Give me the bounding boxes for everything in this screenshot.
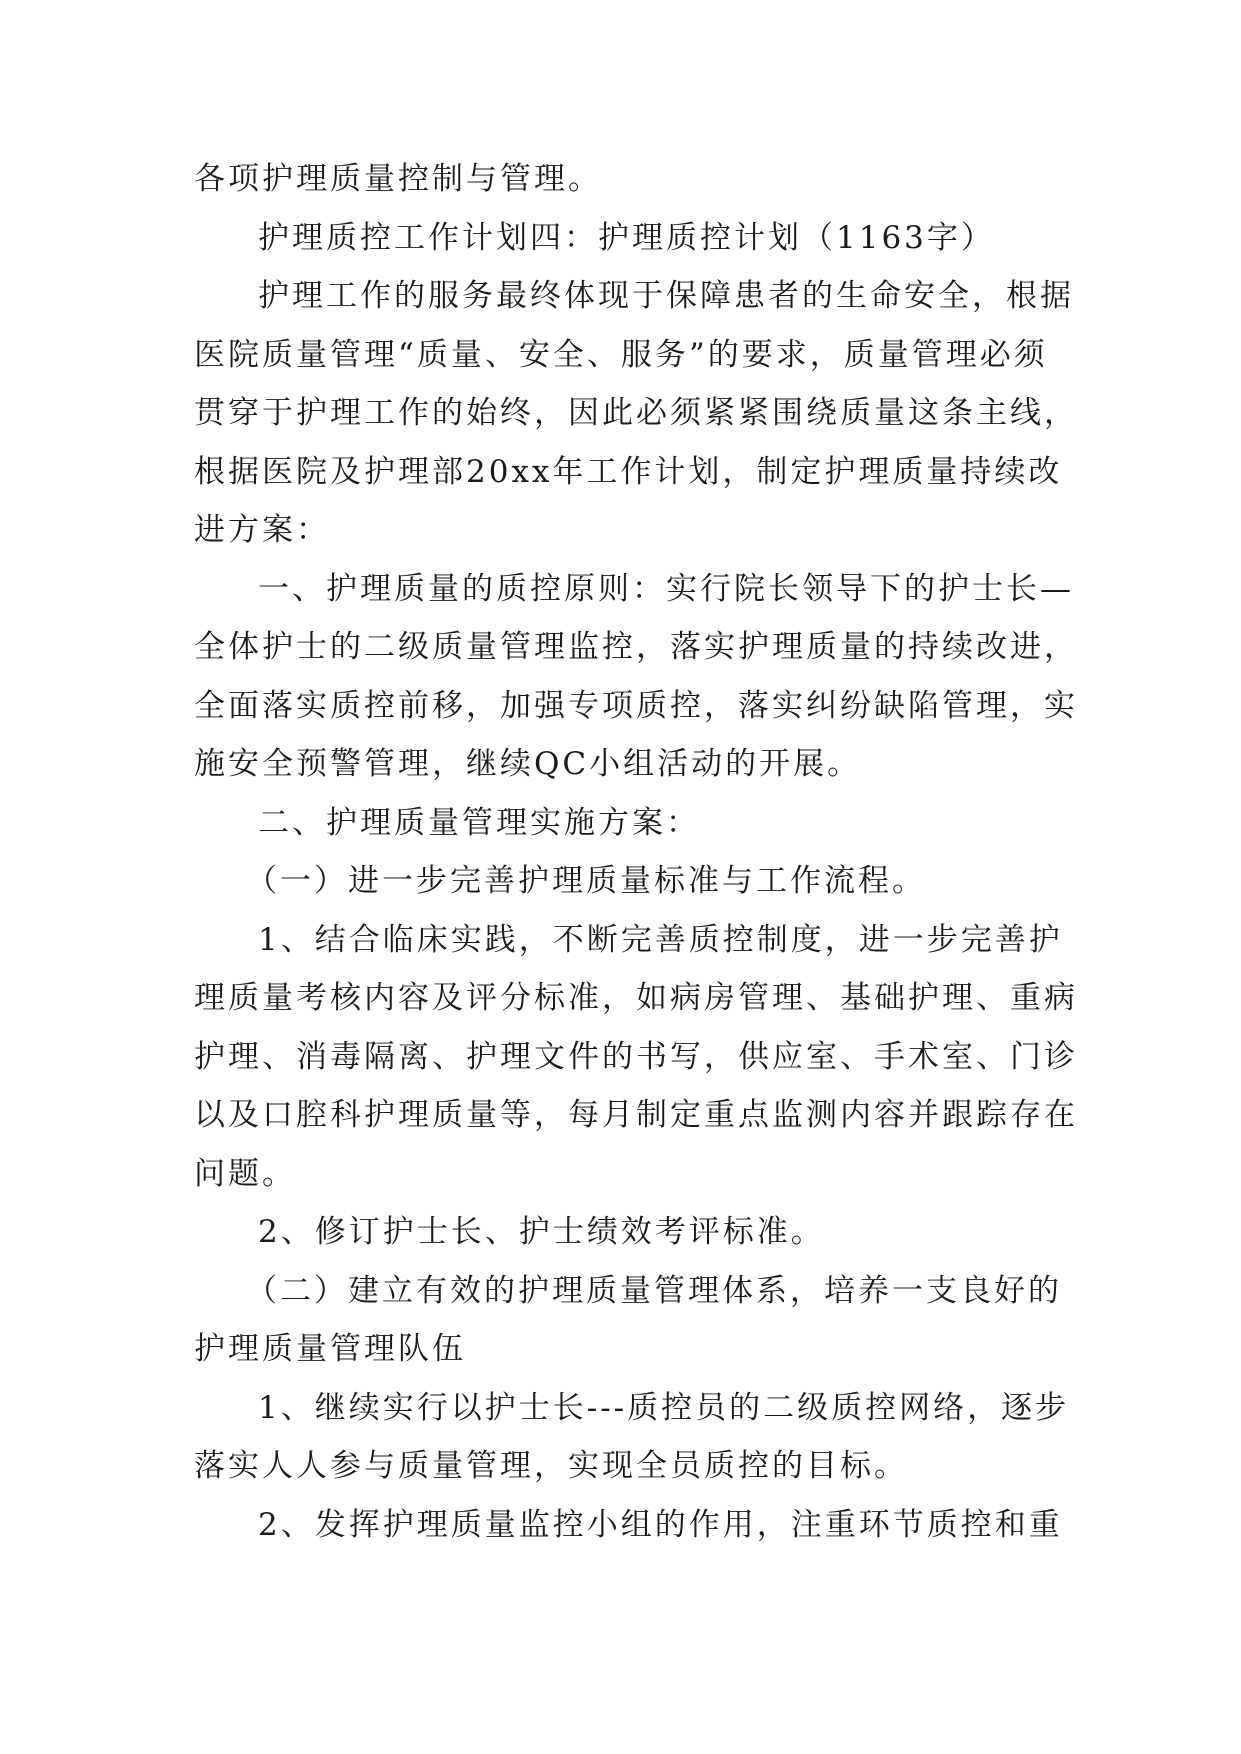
text-line: 护理工作的服务最终体现于保障患者的生命安全，根据 (258, 278, 1074, 314)
text-line: 1、继续实行以护士长---质控员的二级质控网络，逐步 (258, 1389, 1070, 1426)
text-line: 理质量考核内容及评分标准，如病房管理、基础护理、重病 (194, 980, 1078, 1016)
text-line: 施安全预警管理，继续QC小组活动的开展。 (194, 746, 862, 782)
text-line: 全面落实质控前移，加强专项质控，落实纠纷缺陷管理，实 (194, 687, 1078, 724)
text-line: 医院质量管理“质量、安全、服务”的要求，质量管理必须 (194, 336, 1048, 373)
text-line: 2、修订护士长、护士绩效考评标准。 (258, 1214, 825, 1250)
subsection-heading: （一）进一步完善护理质量标准与工作流程。 (246, 863, 926, 899)
text-line: 全体护士的二级质量管理监控，落实护理质量的持续改进， (194, 629, 1078, 665)
text-line: 问题。 (194, 1155, 296, 1192)
text-line: 2、发挥护理质量监控小组的作用，注重环节质控和重 (258, 1506, 1063, 1543)
subsection-heading: （二）建立有效的护理质量管理体系，培养一支良好的 (246, 1272, 1062, 1309)
text-line: 根据医院及护理部20xx年工作计划，制定护理质量持续改 (194, 453, 1063, 490)
text-line: 落实人人参与质量管理，实现全员质控的目标。 (194, 1448, 908, 1484)
text-line: 各项护理质量控制与管理。 (194, 161, 602, 197)
section-heading: 护理质控工作计划四：护理质控计划（1163字） (258, 219, 995, 256)
text-line: 以及口腔科护理质量等，每月制定重点监测内容并跟踪存在 (194, 1097, 1078, 1133)
text-line: 二、护理质量管理实施方案： (258, 804, 700, 841)
text-line: 贯穿于护理工作的始终，因此必须紧紧围绕质量这条主线， (194, 395, 1078, 431)
text-line: 一、护理质量的质控原则：实行院长领导下的护士长— (258, 570, 1074, 607)
document-body (194, 150, 1078, 1554)
text-line: 1、结合临床实践，不断完善质控制度，进一步完善护 (258, 921, 1063, 958)
text-line: 护理、消毒隔离、护理文件的书写，供应室、手术室、门诊 (194, 1038, 1078, 1075)
text-line: 护理质量管理队伍 (194, 1331, 466, 1367)
text-line: 进方案： (194, 512, 330, 548)
